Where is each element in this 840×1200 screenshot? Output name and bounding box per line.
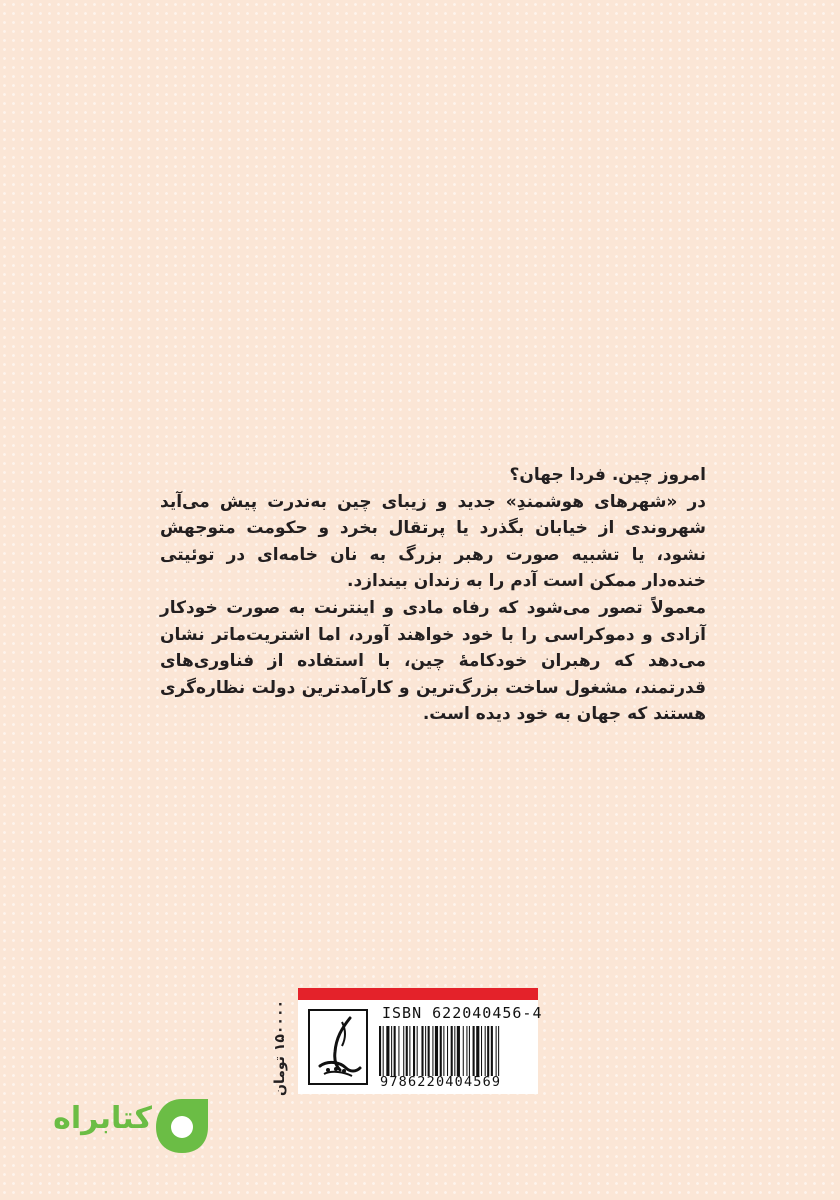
barcode-bar [451,1026,453,1076]
ketabrah-logo-icon [152,1095,212,1157]
barcode-bar [432,1026,433,1076]
ketabrah-wordmark: کتابراه [53,1101,152,1136]
barcode [378,1026,536,1076]
barcode-bar [457,1026,460,1076]
barcode-bar [476,1026,479,1076]
barcode-bar [421,1026,423,1076]
back-cover-blurb [160,462,706,728]
blurb-paragraph-1: در «شهرهای هوشمندِ» جدید و زیبای چین به‌ندرت پیش می‌آید شهروندی از خیابان بگذرد یا پرتقال بخرد و حکومت متوجهش نشود، یا تشبیه صورت رهبر بزرگ به نان خامه‌ای در توئیتی خنده‌دار ممکن است آدم را به زندان بیندازد. [160,491,706,592]
barcode-bar [435,1026,438,1076]
barcode-bar [413,1026,415,1076]
barcode-bar [409,1026,410,1076]
barcode-bar [398,1026,399,1076]
isbn-barcode-block [298,988,543,1094]
barcode-bar [391,1026,392,1076]
barcode-bar [379,1026,381,1076]
ketabrah-brand [40,1095,212,1161]
barcode-bar [481,1026,482,1076]
barcode-bar [466,1026,467,1076]
barcode-bar [406,1026,408,1076]
barcode-bar [440,1026,442,1076]
barcode-bar [498,1026,499,1076]
barcode-bar [473,1026,475,1076]
barcode-bar [428,1026,430,1076]
barcode-bar [485,1026,486,1076]
barcode-bar [491,1026,493,1076]
barcode-bar [386,1026,389,1076]
publisher-logo-icon [306,1008,370,1086]
isbn-number: ISBN 622040456-4 [382,1004,543,1022]
barcode-bar [487,1026,489,1076]
blurb-heading: امروز چین. فردا جهان؟ [509,465,706,485]
barcode-bar [417,1026,418,1076]
barcode-bar [469,1026,470,1076]
barcode-bar [454,1026,455,1076]
barcode-bar [394,1026,396,1076]
barcode-bar [447,1026,448,1076]
barcode-bar [496,1026,497,1076]
barcode-digits: 9786220404569 [380,1074,502,1090]
barcode-bar [425,1026,426,1076]
barcode-bar [463,1026,464,1076]
blurb-paragraph-2: معمولاً تصور می‌شود که رفاه مادی و اینترنت به صورت خودکار آزادی و دموکراسی را با خود خواهند آورد، اما اشتریت‌ماتر نشان می‌دهد که رهبران خودکامهٔ چین، با استفاده از فناوری‌های قدرتمند، مشغول ساخت بزرگ‌ترین و کارآمدترین دولت نظاره‌گری هستند که جهان به خود دیده است. [160,597,706,725]
isbn-red-stripe [298,988,538,1000]
barcode-bar [403,1026,404,1076]
barcode-bar [443,1026,444,1076]
barcode-bar [383,1026,384,1076]
price-label: ۱۵۰۰۰۰ تومان [272,1000,288,1097]
